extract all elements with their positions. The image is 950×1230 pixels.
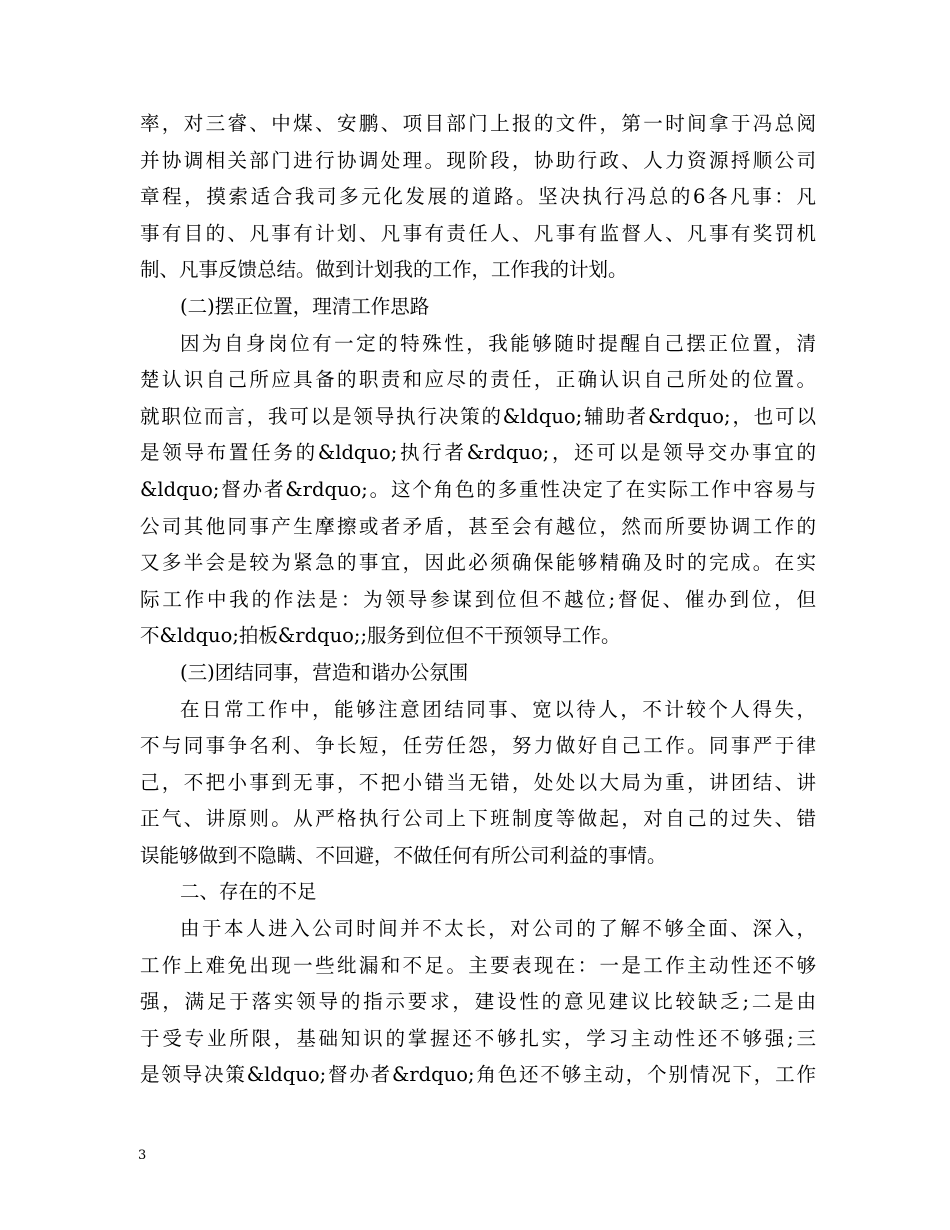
text-line: 不&ldquo;拍板&rdquo;;服务到位但不干预领导工作。 [140,624,621,648]
text-line: 就职位而言，我可以是领导执行决策的&ldquo;辅助者&rdquo;，也可以 [140,404,816,428]
text-line: 正气、讲原则。从严格执行公司上下班制度等做起，对自己的过失、错 [140,807,816,831]
text-line: 际工作中我的作法是：为领导参谋到位但不越位;督促、催办到位，但 [140,587,816,611]
text-line: 己，不把小事到无事，不把小错当无错，处处以大局为重，讲团结、讲 [140,770,816,794]
text-line: 是领导布置任务的&ldquo;执行者&rdquo;，还可以是领导交办事宜的 [140,441,816,465]
text-line: 事有目的、凡事有计划、凡事有责任人、凡事有监督人、凡事有奖罚机 [140,221,816,245]
text-line: 误能够做到不隐瞒、不回避，不做任何有所公司利益的事情。 [140,843,667,867]
text-line: 由于本人进入公司时间并不太长，对公司的了解不够全面、深入， [180,917,816,941]
text-line: 于受专业所限，基础知识的掌握还不够扎实，学习主动性还不够强;三 [140,1026,816,1050]
text-line: 因为自身岗位有一定的特殊性，我能够随时提醒自己摆正位置，清 [180,331,816,355]
text-line: 工作上难免出现一些纰漏和不足。主要表现在：一是工作主动性还不够 [140,953,816,977]
text-line: (三)团结同事，营造和谐办公氛围 [180,660,469,684]
text-line: 并协调相关部门进行协调处理。现阶段，协助行政、人力资源捋顺公司 [140,148,816,172]
text-line: 在日常工作中，能够注意团结同事、宽以待人，不计较个人得失， [180,697,816,721]
text-line: (二)摆正位置，理清工作思路 [180,294,430,318]
text-line: &ldquo;督办者&rdquo;。这个角色的多重性决定了在实际工作中容易与 [140,477,816,501]
document-body [140,106,816,1094]
text-line: 楚认识自己所应具备的职责和应尽的责任，正确认识自己所处的位置。 [140,368,816,392]
text-line: 率，对三睿、中煤、安鹏、项目部门上报的文件，第一时间拿于冯总阅 [140,112,816,135]
page-number: 3 [138,1148,147,1163]
text-line: 是领导决策&ldquo;督办者&rdquo;角色还不够主动，个别情况下，工作 [140,1063,816,1087]
text-line: 制、凡事反馈总结。做到计划我的工作，工作我的计划。 [140,258,628,282]
text-line: 又多半会是较为紧急的事宜，因此必须确保能够精确及时的完成。在实 [140,551,816,575]
text-line: 章程，摸索适合我司多元化发展的道路。坚决执行冯总的6各凡事：凡 [140,185,816,209]
text-line: 不与同事争名利、争长短，任劳任怨，努力做好自己工作。同事严于律 [140,734,816,758]
text-line: 二、存在的不足 [180,880,317,904]
text-line: 公司其他同事产生摩擦或者矛盾，甚至会有越位，然而所要协调工作的 [140,514,816,538]
text-line: 强，满足于落实领导的指示要求，建设性的意见建议比较缺乏;二是由 [140,990,816,1014]
